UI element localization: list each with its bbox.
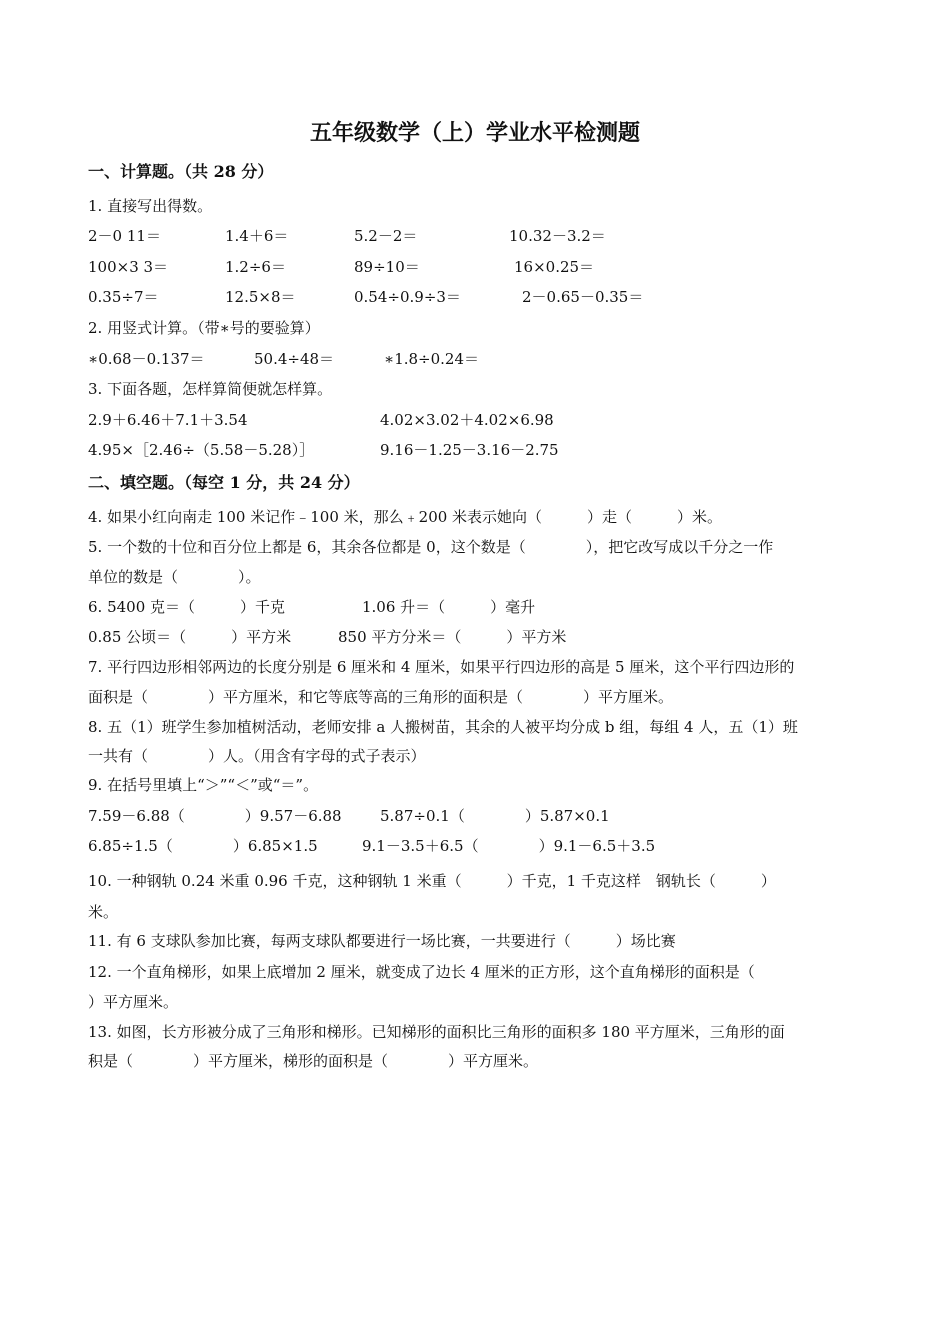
q1-item: 2－0 11＝ — [88, 227, 161, 245]
q7-line1: 7. 平行四边形相邻两边的长度分别是 6 厘米和 4 厘米，如果平行四边形的高是 5 厘米，这个平行四边形的 — [88, 658, 795, 676]
q3-item: 4.95×［2.46÷（5.58－5.28）］ — [88, 441, 315, 459]
q2-item: ∗1.8÷0.24＝ — [384, 350, 480, 368]
q1-item: 0.35÷7＝ — [88, 288, 159, 306]
q9-item: 7.59－6.88（ ）9.57－6.88 — [88, 807, 342, 825]
q7-line2: 面积是（ ）平方厘米，和它等底等高的三角形的面积是（ ）平方厘米。 — [88, 688, 674, 706]
q6-item: 850 平方分米＝（ ）平方米 — [338, 628, 567, 646]
q9-prompt: 9. 在括号里填上“＞”“＜”或“＝”。 — [88, 776, 319, 794]
q1-item: 10.32－3.2＝ — [509, 227, 606, 245]
q1-item: 1.4＋6＝ — [225, 227, 289, 245]
q1-item: 5.2－2＝ — [354, 227, 418, 245]
q6-item: 1.06 升＝（ ）毫升 — [362, 598, 536, 616]
q9-item: 9.1－3.5＋6.5（ ）9.1－6.5＋3.5 — [362, 837, 656, 855]
q12-line1: 12. 一个直角梯形，如果上底增加 2 厘米，就变成了边长 4 厘米的正方形，这个直角梯形的面积是（ — [88, 963, 755, 981]
q2-item: ∗0.68－0.137＝ — [88, 350, 205, 368]
section-2-heading: 二、填空题。（每空 1 分，共 24 分） — [88, 473, 360, 492]
q9-item: 6.85÷1.5（ ）6.85×1.5 — [88, 837, 318, 855]
q6-item: 6. 5400 克＝（ ）千克 — [88, 598, 286, 616]
q8-line1: 8. 五（1）班学生参加植树活动，老师安排 a 人搬树苗，其余的人被平均分成 b 组，每组 4 人，五（1）班 — [88, 718, 798, 736]
q13-line1: 13. 如图，长方形被分成了三角形和梯形。已知梯形的面积比三角形的面积多 180 平方厘米，三角形的面 — [88, 1023, 785, 1041]
q3-item: 4.02×3.02＋4.02×6.98 — [380, 411, 554, 429]
q1-item: 0.54÷0.9÷3＝ — [354, 288, 461, 306]
q2-item: 50.4÷48＝ — [254, 350, 335, 368]
q5-line2: 单位的数是（ ）。 — [88, 568, 261, 586]
q3-item: 9.16－1.25－3.16－2.75 — [380, 441, 559, 459]
page-title: 五年级数学（上）学业水平检测题 — [309, 120, 640, 146]
q10-line1: 10. 一种钢轨 0.24 米重 0.96 千克，这种钢轨 1 米重（ ）千克，1 千克这样 钢轨长（ ） — [88, 872, 776, 890]
q4: 4. 如果小红向南走 100 米记作﹣100 米，那么﹢200 米表示她向（ ）走（ ）米。 — [88, 508, 723, 526]
q11: 11. 有 6 支球队参加比赛，每两支球队都要进行一场比赛，一共要进行（ ）场比赛 — [88, 932, 676, 950]
q1-item: 12.5×8＝ — [225, 288, 296, 306]
q12-line2: ）平方厘米。 — [88, 993, 179, 1011]
q1-prompt: 1. 直接写出得数。 — [88, 197, 213, 215]
q8-line2: 一共有（ ）人。（用含有字母的式子表示） — [88, 747, 426, 765]
q1-item: 1.2÷6＝ — [225, 258, 286, 276]
q10-line2: 米。 — [88, 903, 119, 921]
q3-prompt: 3. 下面各题，怎样算简便就怎样算。 — [88, 380, 333, 398]
q1-item: 89÷10＝ — [354, 258, 420, 276]
q3-item: 2.9＋6.46＋7.1＋3.54 — [88, 411, 248, 429]
q5-line1: 5. 一个数的十位和百分位上都是 6，其余各位都是 0，这个数是（ ），把它改写成以千分之一作 — [88, 538, 774, 556]
q1-item: 2－0.65－0.35＝ — [522, 288, 644, 306]
q1-item: 16×0.25＝ — [514, 258, 595, 276]
q1-item: 100×3 3＝ — [88, 258, 169, 276]
q6-item: 0.85 公顷＝（ ）平方米 — [88, 628, 292, 646]
q13-line2: 积是（ ）平方厘米，梯形的面积是（ ）平方厘米。 — [88, 1052, 539, 1070]
section-1-heading: 一、计算题。（共 28 分） — [88, 162, 274, 181]
q9-item: 5.87÷0.1（ ）5.87×0.1 — [380, 807, 610, 825]
q2-prompt: 2. 用竖式计算。（带∗号的要验算） — [88, 319, 320, 337]
